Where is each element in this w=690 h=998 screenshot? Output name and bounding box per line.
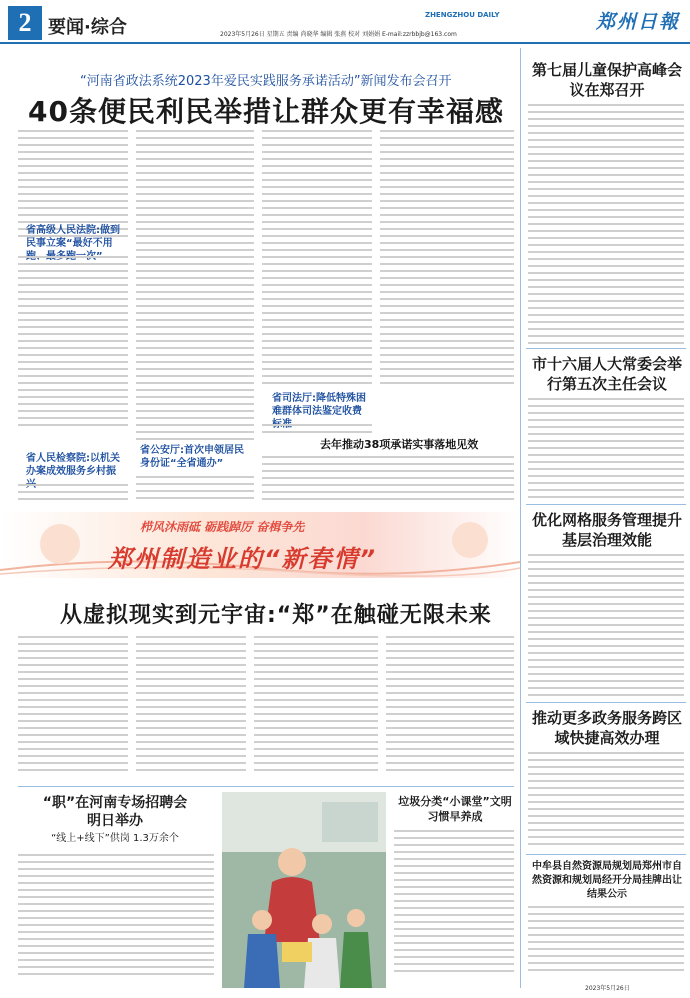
feature-divider bbox=[18, 786, 514, 787]
newspaper-logo: 郑州日報 bbox=[596, 11, 681, 33]
npc-meeting-body bbox=[528, 398, 684, 503]
lead-body-col3b bbox=[262, 424, 372, 438]
lead-headline: 40条便民利民举措让群众更有幸福感 bbox=[28, 95, 504, 128]
classroom-photo bbox=[222, 792, 386, 988]
notice-date: 2023年5月26日 bbox=[585, 985, 630, 992]
garbage-title: 垃圾分类“小课堂”文明习惯早养成 bbox=[398, 795, 512, 823]
lead-body-col2 bbox=[136, 130, 254, 445]
lead-body-col1c bbox=[18, 484, 128, 505]
right-divider-1 bbox=[526, 348, 686, 349]
feature-body-col1 bbox=[18, 636, 128, 776]
lead-body-col3 bbox=[262, 130, 372, 389]
jobs-body bbox=[18, 854, 214, 980]
lead-subhead-3: 省公安厅:首次申领居民身份证“全省通办” bbox=[140, 445, 244, 469]
gov-service-body bbox=[528, 752, 684, 850]
jobs-subtitle: “线上+线下”供岗 1.3万余个 bbox=[51, 833, 179, 844]
gov-service-title: 推动更多政务服务跨区域快捷高效办理 bbox=[531, 709, 682, 747]
page-header bbox=[0, 0, 690, 46]
header-rule bbox=[0, 42, 690, 44]
header-info-line: 2023年5月26日 星期五 责编 尚晓华 编辑 张燕 校对 刘娟娟 E-mail:zzrbbjb@163.com bbox=[220, 31, 457, 38]
page-number: 2 bbox=[8, 6, 42, 40]
lead-subhead-4: 省司法厅:降低特殊困难群体司法鉴定收费 bbox=[272, 393, 366, 417]
right-divider-2 bbox=[526, 504, 686, 505]
sidebar-body bbox=[262, 456, 514, 505]
grid-service-body bbox=[528, 554, 684, 701]
right-divider-4 bbox=[526, 854, 686, 855]
photo-illustration bbox=[222, 792, 386, 988]
banner-top-text: 栉风沐雨砥 砺践踔厉 奋楫争先 bbox=[140, 520, 305, 534]
grid-service-title: 优化网格服务管理提升基层治理效能 bbox=[531, 511, 682, 549]
sidebar-headline-38: 去年推动38项承诺实事落地见效 bbox=[320, 438, 479, 451]
masthead-english: ZHENGZHOU DAILY bbox=[425, 11, 500, 19]
manufacturing-banner bbox=[0, 512, 520, 578]
feature-body-col4 bbox=[386, 636, 514, 776]
column-divider bbox=[520, 48, 521, 988]
lead-body-col4 bbox=[380, 130, 514, 389]
lead-subhead-2: 省人民检察院:以机关办案成效服务乡村振 bbox=[26, 453, 120, 477]
npc-meeting-title: 市十六届人大常委会举行第五次主任会议 bbox=[531, 355, 682, 393]
feature-body-col3 bbox=[254, 636, 378, 776]
lead-kicker: “河南省政法系统2023年爱民实践服务承诺活动”新闻发布会召开 bbox=[80, 74, 452, 89]
children-summit-body bbox=[528, 104, 684, 349]
right-divider-3 bbox=[526, 702, 686, 703]
lead-body-col1b bbox=[18, 256, 128, 431]
children-summit-title: 第七届儿童保护高峰会议在郑召开 bbox=[531, 61, 682, 99]
feature-body-col2 bbox=[136, 636, 246, 776]
land-notice-body bbox=[528, 906, 684, 976]
lead-body-col2b bbox=[136, 476, 254, 504]
feature-headline: 从虚拟现实到元宇宙:“郑”在触碰无限未来 bbox=[60, 603, 492, 628]
section-title: 要闻·综合 bbox=[48, 17, 127, 38]
garbage-body bbox=[394, 830, 514, 977]
banner-main-text: 郑州制造业的“新春情” bbox=[108, 545, 377, 573]
land-notice-title: 中牟县自然资源局规划局郑州市自然资源和规划局经开分局挂牌出让结果公示 bbox=[532, 861, 682, 900]
lead-subhead-1: 省高级人民法院:做到民事立案“最好不用 bbox=[26, 225, 120, 249]
jobs-title: “职”在河南专场招聘会明日举办 bbox=[42, 795, 188, 829]
